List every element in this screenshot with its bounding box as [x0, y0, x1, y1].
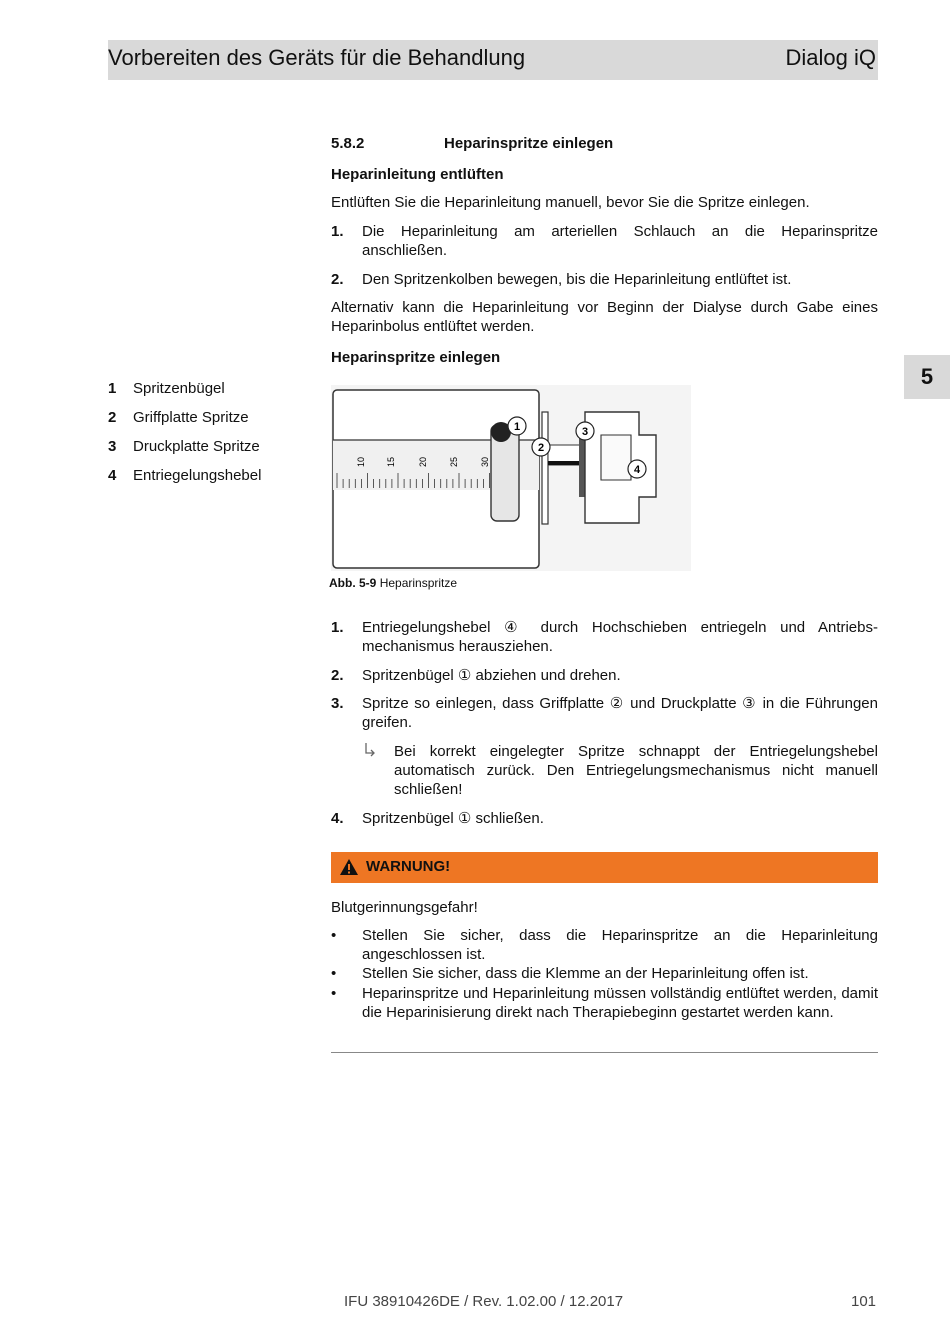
svg-text:4: 4: [633, 464, 641, 476]
warning-label: WARNUNG!: [366, 858, 451, 875]
section-title: Heparinspritze einlegen: [444, 135, 614, 152]
scale-label: 25: [449, 456, 459, 468]
release-lever: [601, 435, 631, 480]
product-name: Dialog iQ: [785, 45, 876, 70]
legend-number: 1: [108, 380, 117, 397]
warning-bullet: [331, 964, 878, 983]
warning-triangle-icon: [339, 858, 359, 881]
callout-4: [628, 460, 646, 478]
callout-3: [576, 422, 594, 440]
legend-label: Entriegelungshebel: [133, 467, 262, 484]
callout-2: [532, 438, 550, 456]
callout-1: [508, 417, 526, 435]
syringe-pump-figure: [331, 385, 691, 571]
caption-ref: Abb. 5-9: [329, 576, 377, 590]
bullet-text: Heparinspritze und Heparinleitung müssen vollständig entlüftet werden, damit die Heparinisierung direkt nach Therapiebeginn gestartet werden kann.: [362, 985, 878, 1021]
vent-heading: Heparinleitung entlüften: [331, 166, 504, 183]
step-number: 1.: [331, 223, 344, 240]
vent-step: [331, 270, 878, 289]
chapter-tab: 5: [904, 355, 950, 399]
footer-doc-id: IFU 38910426DE / Rev. 1.02.00 / 12.2017: [344, 1293, 624, 1310]
procedure-step: [331, 809, 878, 828]
finger-plate: [542, 412, 548, 524]
legend-label: Griffplatte Spritze: [133, 409, 249, 426]
vent-alternative: Alternativ kann die Heparinleitung vor Beginn der Dialyse durch Gabe eines Heparinbolus entlüftet werden.: [331, 299, 878, 335]
legend-number: 4: [108, 467, 117, 484]
warning-hazard: Blutgerinnungsgefahr!: [331, 899, 478, 916]
scale-label: 30: [480, 456, 490, 468]
push-plate: [579, 435, 585, 497]
warning-bullet: [331, 926, 878, 964]
bullet-symbol: •: [331, 927, 337, 944]
chapter-title: Vorbereiten des Geräts für die Behandlung: [108, 45, 526, 70]
step-number: 4.: [331, 810, 344, 827]
bullet-text: Stellen Sie sicher, dass die Klemme an der Heparinleitung offen ist.: [362, 965, 809, 982]
legend-number: 3: [108, 438, 117, 455]
step-text: Entriegelungshebel ④ durch Hochschieben entriegeln und Antriebs-mechanismus herausziehen.: [362, 619, 878, 655]
caption-text: Heparinspritze: [379, 576, 458, 590]
step-number: 2.: [331, 667, 344, 684]
scale-label: 20: [418, 456, 428, 468]
scale-label: 10: [356, 456, 366, 468]
page-header: [108, 40, 878, 80]
step-text: Spritzenbügel ① abziehen und drehen.: [362, 667, 621, 684]
step-text: Die Heparinleitung am arteriellen Schlauch an die Heparinspritze anschließen.: [362, 223, 878, 259]
scale-label: 15: [386, 456, 396, 468]
step-number: 3.: [331, 695, 344, 712]
warning-bar: [331, 852, 878, 883]
step-text: Den Spritzenkolben bewegen, bis die Heparinleitung entlüftet ist.: [362, 271, 792, 288]
bullet-symbol: •: [331, 965, 337, 982]
legend-label: Druckplatte Spritze: [133, 438, 260, 455]
legend-number: 2: [108, 409, 117, 426]
vent-intro: Entlüften Sie die Heparinleitung manuell, bevor Sie die Spritze einlegen.: [331, 194, 810, 211]
result-arrow-icon: [363, 742, 377, 763]
procedure-step: [331, 618, 878, 656]
vent-step: [331, 222, 878, 260]
step-number: 1.: [331, 619, 344, 636]
step-result: [363, 742, 878, 799]
step-number: 2.: [331, 271, 344, 288]
step-text: Spritze so einlegen, dass Griffplatte ② und Druckplatte ③ in die Führungen greifen.: [362, 695, 878, 731]
svg-text:2: 2: [537, 442, 545, 454]
warning-end-rule: [331, 1052, 878, 1053]
legend-label: Spritzenbügel: [133, 380, 225, 397]
svg-text:3: 3: [581, 426, 589, 438]
section-number: 5.8.2: [331, 135, 365, 152]
warning-bullet: [331, 984, 878, 1022]
result-text: Bei korrekt eingelegter Spritze schnappt der Entriegelungshebel automatisch zurück. Den Entriegelungsmechanismus nicht manuell schließen!: [394, 743, 878, 798]
page-number: 101: [851, 1293, 877, 1310]
insert-heading: Heparinspritze einlegen: [331, 349, 501, 366]
bullet-symbol: •: [331, 985, 337, 1002]
bullet-text: Stellen Sie sicher, dass die Heparinspritze an die Heparinleitung angeschlossen ist.: [362, 927, 878, 963]
procedure-step: [331, 694, 878, 732]
step-text: Spritzenbügel ① schließen.: [362, 810, 544, 827]
figure-caption: [329, 576, 457, 590]
procedure-step: [331, 666, 878, 685]
svg-text:1: 1: [513, 421, 521, 433]
